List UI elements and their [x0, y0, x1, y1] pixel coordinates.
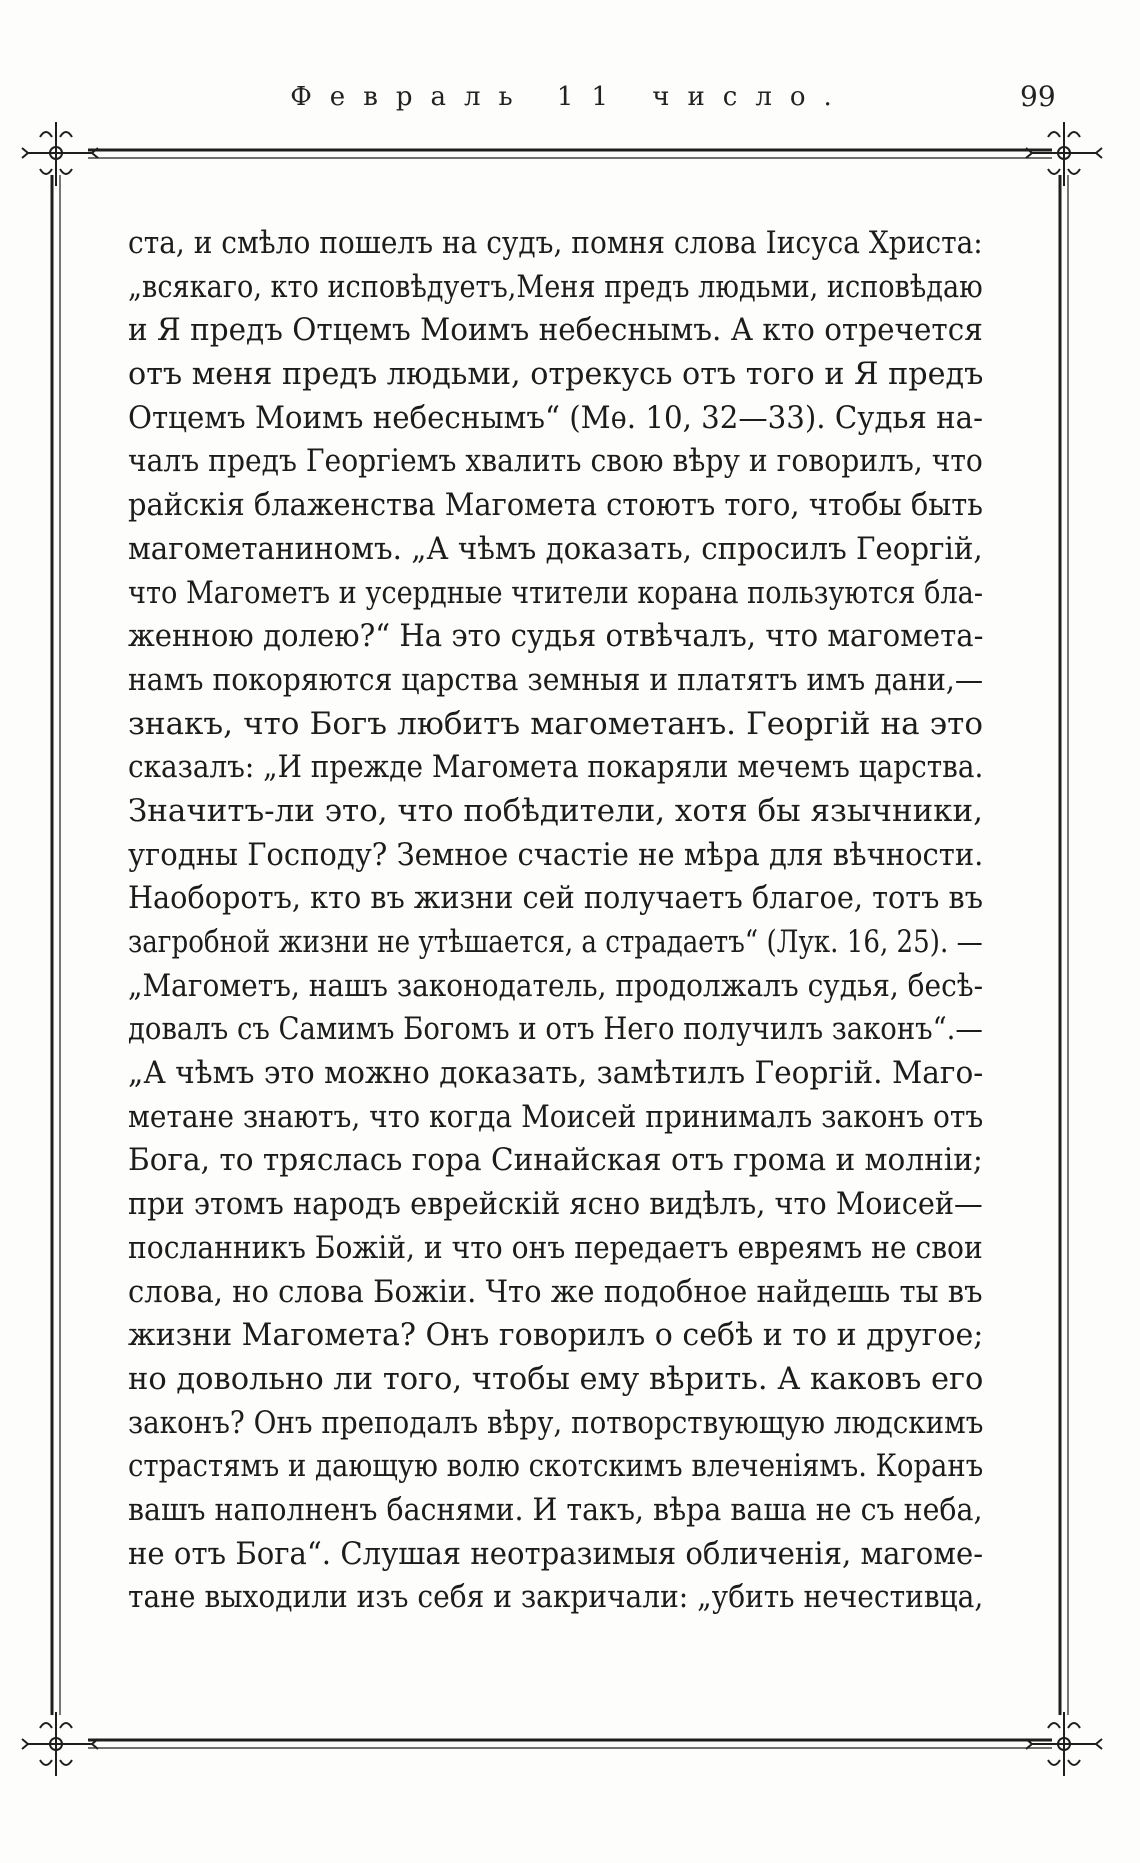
page-number: 99	[1020, 80, 1056, 113]
text-line: слова, но слова Божіи. Что же подобное найдешь ты въ	[128, 1273, 983, 1310]
text-line: отъ меня предъ людьми, отрекусь отъ того и Я предъ	[128, 356, 984, 393]
text-line: намъ покоряются царства земныя и платятъ имъ дани,—	[128, 661, 984, 698]
text-line: чалъ предъ Георгіемъ хвалить свою вѣру и говорилъ, что	[128, 443, 983, 480]
text-line: при этомъ народъ еврейскій ясно видѣлъ, что Моисей—	[128, 1186, 983, 1223]
text-line: Наоборотъ, кто въ жизни сей получаетъ благое, тотъ въ	[128, 880, 983, 917]
text-line: магометаниномъ. „А чѣмъ доказать, спросилъ Георгій,	[128, 530, 983, 567]
corner-ornament-top-right	[1026, 122, 1102, 186]
text-line: „А чѣмъ это можно доказать, замѣтилъ Георгій. Маго-	[128, 1055, 984, 1092]
text-line: Отцемъ Моимъ небеснымъ“ (Мѳ. 10, 32—33). Судья на-	[128, 399, 984, 436]
text-line: Значитъ-ли это, что побѣдители, хотя бы язычники,	[128, 792, 983, 829]
text-line: посланникъ Божій, и что онъ передаетъ евреямъ не свои	[128, 1229, 983, 1266]
text-line: и Я предъ Отцемъ Моимъ небеснымъ. А кто отречется	[128, 312, 983, 349]
text-line: ста, и смѣло пошелъ на судъ, помня слова Іисуса Христа:	[128, 225, 983, 261]
text-line: тане выходили изъ себя и закричали: „убить нечестивца,	[128, 1579, 984, 1616]
text-line: но довольно ли того, чтобы ему вѣрить. А каковъ его	[128, 1360, 984, 1397]
text-line: довалъ съ Самимъ Богомъ и отъ Него получилъ законъ“.—	[128, 1011, 983, 1048]
text-line: метане знаютъ, что когда Моисей принималъ законъ отъ	[128, 1098, 984, 1135]
text-line: „всякаго, кто исповѣдуетъ,Меня предъ людьми, исповѣдаю	[128, 268, 983, 305]
body-text	[128, 222, 983, 1620]
text-line: страстямъ и дающую волю скотскимъ влеченіямъ. Коранъ	[128, 1448, 984, 1485]
text-line: законъ? Онъ преподалъ вѣру, потворствующую людскимъ	[128, 1404, 984, 1441]
text-line: женною долею?“ На это судья отвѣчалъ, что магомета-	[128, 618, 984, 655]
text-line: райскія блаженства Магомета стоютъ того, чтобы быть	[128, 487, 983, 524]
corner-ornament-bottom-right	[1026, 1712, 1102, 1776]
text-line: Бога, то тряслась гора Синайская отъ грома и молніи;	[128, 1142, 983, 1179]
corner-ornament-bottom-left	[22, 1712, 98, 1776]
text-line: не отъ Бога“. Слушая неотразимыя обличенія, магоме-	[128, 1535, 984, 1572]
text-line: что Магометъ и усердные чтители корана пользуются бла-	[128, 574, 984, 611]
text-line: вашъ наполненъ баснями. И такъ, вѣра ваша не съ неба,	[128, 1491, 983, 1528]
text-line: знакъ, что Богъ любитъ магометанъ. Георгій на это	[128, 705, 983, 742]
text-line: загробной жизни не утѣшается, а страдаетъ“ (Лук. 16, 25). —	[128, 924, 983, 960]
running-head: Февраль 11 число.	[290, 82, 850, 112]
text-line: жизни Магомета? Онъ говорилъ о себѣ и то и другое;	[128, 1317, 984, 1354]
text-line: сказалъ: „И прежде Магомета покаряли мечемъ царства.	[128, 749, 984, 786]
text-line: „Магометъ, нашъ законодатель, продолжалъ судья, бесѣ-	[128, 967, 984, 1004]
text-line: угодны Господу? Земное счастіе не мѣра для вѣчности.	[128, 836, 984, 873]
